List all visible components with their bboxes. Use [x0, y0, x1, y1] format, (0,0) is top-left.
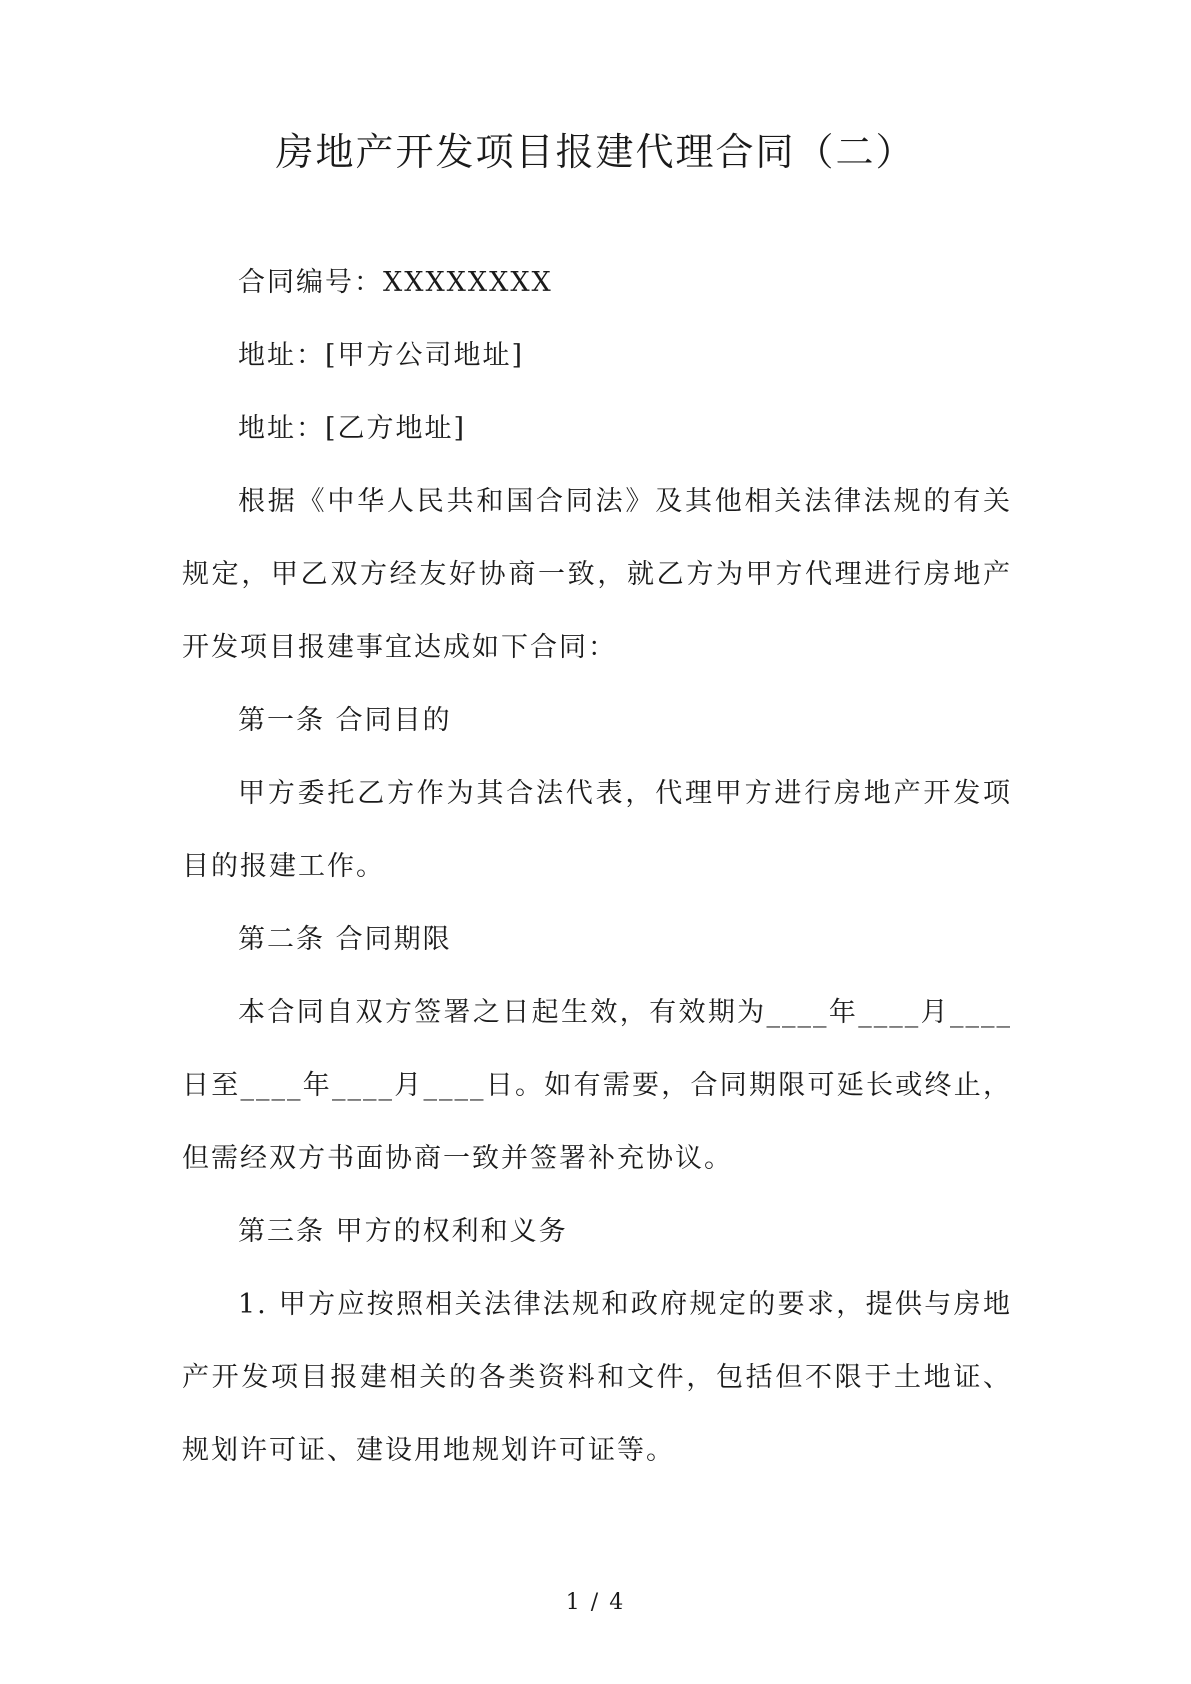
document-title: 房地产开发项目报建代理合同（二）	[275, 130, 916, 174]
party-b-address: 地址：[乙方地址]	[238, 413, 467, 444]
article-1-heading: 第一条 合同目的	[238, 705, 452, 736]
article-1-text: 甲方委托乙方作为其合法代表，代理甲方进行房地产开发项目的报建工作。	[182, 778, 1012, 882]
article-2-heading: 第二条 合同期限	[238, 924, 452, 955]
article-3-item-1: 1. 甲方应按照相关法律法规和政府规定的要求，提供与房地产开发项目报建相关的各类资料和文件，包括但不限于土地证、规划许可证、建设用地规划许可证等。	[182, 1289, 1012, 1466]
document-body	[182, 246, 1012, 1487]
contract-number: 合同编号：XXXXXXXX	[238, 267, 553, 298]
preamble-paragraph: 根据《中华人民共和国合同法》及其他相关法律法规的有关规定，甲乙双方经友好协商一致，就乙方为甲方代理进行房地产开发项目报建事宜达成如下合同：	[182, 486, 1012, 663]
party-a-address: 地址：[甲方公司地址]	[238, 340, 525, 371]
page-number: 1 / 4	[565, 1590, 626, 1615]
article-3-heading: 第三条 甲方的权利和义务	[238, 1216, 568, 1247]
article-2-text: 本合同自双方签署之日起生效，有效期为____年____月____日至____年____月____日。如有需要，合同期限可延长或终止，但需经双方书面协商一致并签署补充协议。	[182, 997, 1012, 1174]
